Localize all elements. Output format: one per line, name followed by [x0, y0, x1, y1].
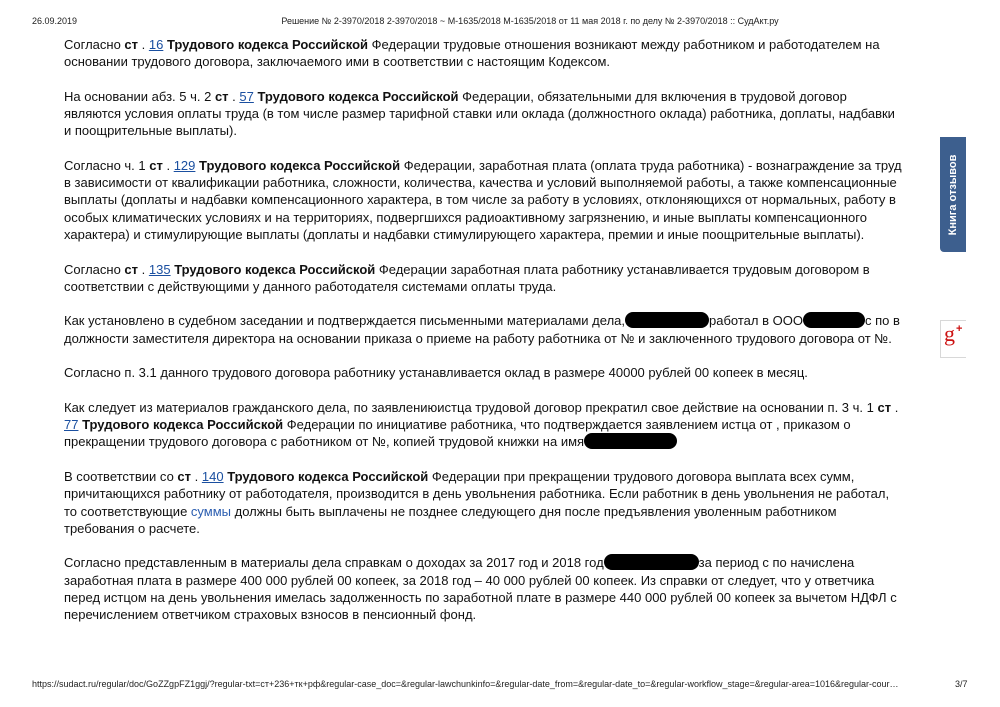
page-url: https://sudact.ru/regular/doc/GoZZgpFZ1ggj/?regular-txt=ст+236+тк+рф&regular-case_doc=&regular-lawchunkinfo=&regular-date_from=&regular-date_to=&regular-workflow_stage=&regular-area=1016&regular-cour…: [32, 679, 899, 689]
paragraph: [64, 312, 904, 346]
code-name: Трудового кодекса Российской: [78, 417, 284, 433]
redacted-name: [584, 433, 677, 449]
plus-icon: +: [956, 323, 963, 335]
text: Федерации, заработная плата (оплата труда работника) - вознаграждение за труд в зависимости от квалификации работника, сложности, количества, качества и условий выполняемой работы, а также компенсационные выплаты (доплаты и надбавки компенсационного характера, в том числе за работу в условиях, отклоняющихся от нормальных, работу в особых климатических условиях и на территориях, подвергшихся радиоактивному загрязнению, и иные выплаты компенсационного характера) и стимулирующие выплаты (доплаты и надбавки стимулирующего характера, премии и иные поощрительные выплаты).: [64, 158, 902, 242]
document-body: [64, 36, 904, 641]
text: .: [191, 469, 202, 485]
text: В соответствии со: [64, 469, 178, 485]
text: с по в должности заместителя директора на основании приказа о приеме на работу работника от № и заключенного трудового договора от №.: [64, 313, 900, 346]
text: .: [138, 261, 149, 277]
text: Согласно представленным в материалы дела справкам о доходах за 2017 год и 2018 год: [64, 555, 604, 571]
article-140-link[interactable]: 140: [201, 469, 224, 485]
article-129-link[interactable]: 129: [173, 158, 196, 174]
text: .: [228, 88, 240, 104]
paragraph: [64, 88, 904, 140]
text: Федерации, обязательными для включения в трудовой договор являются условия оплаты труда (в том числе размер тарифной ставки или оклада (должностного оклада) работника, доплаты, надбавки и поощрительные выплаты).: [64, 88, 895, 139]
redacted-name: [604, 554, 699, 570]
google-plus-icon: g: [944, 321, 955, 346]
page-title: Решение № 2-3970/2018 2-3970/2018 ~ М-1635/2018 М-1635/2018 от 11 мая 2018 г. по делу № 2-3970/2018 :: СудАкт.ру: [281, 16, 779, 26]
article-77-link[interactable]: 77: [64, 417, 79, 433]
reviews-book-tab[interactable]: [940, 137, 966, 252]
code-name: Трудового кодекса Российской: [170, 261, 376, 277]
text: Согласно п. 3.1 данного трудового договора работнику устанавливается оклад в размере 40000 рублей 00 копеек в месяц.: [64, 365, 808, 381]
text: .: [891, 400, 899, 416]
print-date: 26.09.2019: [32, 16, 78, 26]
article-abbr: ст: [214, 88, 229, 104]
paragraph: [64, 364, 904, 381]
text: Согласно: [64, 261, 125, 277]
paragraph: [64, 157, 904, 243]
google-plus-button[interactable]: [940, 320, 966, 358]
term-link-summy[interactable]: суммы: [190, 503, 231, 519]
text: Как установлено в судебном заседании и подтверждается письменными материалами дела,: [64, 313, 625, 329]
reviews-book-label: Книга отзывов: [947, 154, 959, 235]
article-16-link[interactable]: 16: [148, 37, 164, 52]
text: работал в ООО: [709, 313, 803, 329]
article-abbr: ст: [177, 469, 192, 485]
article-57-link[interactable]: 57: [239, 88, 254, 104]
text: Согласно ч. 1: [64, 158, 150, 174]
code-name: Трудового кодекса Российской: [195, 158, 401, 174]
print-header: [0, 16, 1000, 30]
text: .: [162, 158, 174, 174]
text: На основании абз. 5 ч. 2: [64, 88, 215, 104]
page-number: 3/7: [955, 679, 968, 689]
text: Согласно: [64, 37, 125, 52]
article-abbr: ст: [124, 261, 139, 277]
paragraph: [64, 261, 904, 295]
article-abbr: ст: [149, 158, 163, 174]
code-name: Трудового кодекса Российской: [163, 37, 369, 52]
article-abbr: ст: [124, 37, 139, 52]
text: .: [138, 37, 149, 52]
article-135-link[interactable]: 135: [148, 261, 171, 277]
text: Как следует из материалов гражданского дела, по заявлениюистца трудовой договор прекратил свое действие на основании п. 3 ч. 1: [64, 400, 878, 416]
redacted-name: [625, 312, 709, 328]
code-name: Трудового кодекса Российской: [253, 88, 459, 104]
paragraph: [64, 399, 904, 451]
redacted-company: [803, 312, 865, 328]
text: Федерации по инициативе работника, что подтверждается заявлением истца от , приказом о прекращении трудового договора с работником от №, копией трудовой книжки на имя: [64, 417, 851, 450]
text: Федерации трудовые отношения возникают между работником и работодателем на основании трудового договора, заключаемого ими в соответствии с настоящим Кодексом.: [64, 37, 880, 70]
text: Федерации при прекращении трудового договора выплата всех сумм, причитающихся работнику от работодателя, производится в день увольнения работника. Если работник в день увольнения не работал, то соответствующие: [64, 469, 890, 519]
paragraph: [64, 36, 904, 70]
article-abbr: ст: [877, 400, 892, 416]
text: должны быть выплачены не позднее следующего дня после предъявления уволенным работником требования о расчете.: [64, 503, 837, 536]
paragraph: [64, 554, 904, 623]
code-name: Трудового кодекса Российской: [223, 469, 429, 485]
text: Федерации заработная плата работнику устанавливается трудовым договором в соответствии с действующими у данного работодателя системами оплаты труда.: [64, 261, 870, 294]
text: за период с по начислена заработная плата в размере 400 000 рублей 00 копеек, за 2018 год – 40 000 рублей 00 копеек. Из справки от следует, что у ответчика перед истцом на день увольнения имелась задолженность по заработной плате в размере 440 000 рублей 00 копеек за вычетом НДФЛ с перечислением ответчиком страховых взносов в пенсионный фонд.: [64, 555, 897, 623]
paragraph: [64, 468, 904, 537]
